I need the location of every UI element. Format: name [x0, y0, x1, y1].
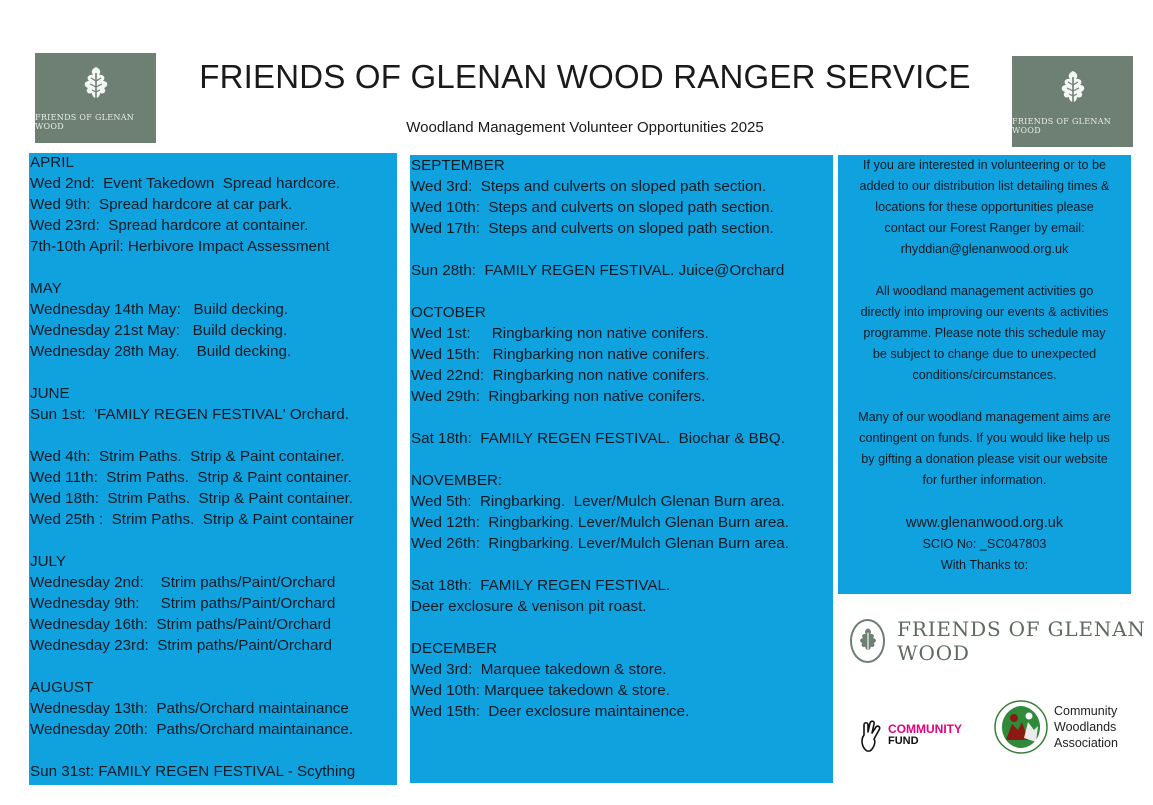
text-line: Wednesday 20th: Paths/Orchard maintainance. [30, 721, 354, 738]
text-line: Wed 10th: Steps and culverts on sloped path section. [411, 199, 774, 216]
text-line: Wednesday 28th May. Build decking. [30, 343, 292, 360]
schedule-list [410, 155, 833, 722]
text-line: Wed 11th: Strim Paths. Strip & Paint container. [30, 469, 352, 486]
text-line: Wed 15th: Deer exclosure maintainence. [411, 703, 690, 720]
cwa-text [1054, 703, 1118, 751]
text-line: Wednesday 13th: Paths/Orchard maintainance [30, 700, 349, 717]
text-line: Wed 5th: Ringbarking. Lever/Mulch Glenan Burn area. [411, 493, 785, 510]
text-line: JULY [30, 553, 67, 570]
text-line: locations for these opportunities please [875, 200, 1094, 214]
thanks-text: With Thanks to: [940, 558, 1029, 572]
text-line: be subject to change due to unexpected [872, 347, 1097, 361]
text-line: Sun 28th: FAMILY REGEN FESTIVAL. Juice@Orchard [411, 262, 785, 279]
crossed-fingers-icon [858, 717, 886, 753]
text-line [30, 425, 397, 446]
text-line: Wednesday 14th May: Build decking. [30, 301, 289, 318]
text-line: Wednesday 9th: Strim paths/Paint/Orchard [30, 595, 336, 612]
oak-leaf-icon [1056, 69, 1090, 109]
text-line: programme. Please note this schedule may [863, 326, 1106, 340]
community-fund-line2: FUND [888, 735, 919, 747]
text-line: Wed 22nd: Ringbarking non native conifers. [411, 367, 710, 384]
website-link[interactable]: www.glenanwood.org.uk [905, 515, 1064, 531]
text-line [411, 239, 833, 260]
woodland-figures-icon [994, 700, 1048, 754]
oak-leaf-icon [856, 627, 880, 655]
text-line: contact our Forest Ranger by email: [884, 221, 1085, 235]
text-line: JUNE [30, 385, 70, 402]
community-woodlands-association-logo [994, 700, 1118, 754]
oak-leaf-circle-icon [850, 619, 885, 663]
text-line: Wed 4th: Strim Paths. Strip & Paint container. [30, 448, 345, 465]
text-line [30, 656, 397, 677]
text-line [30, 362, 397, 383]
text-line: contingent on funds. If you would like help us [859, 431, 1110, 445]
header-logo-right [1012, 56, 1133, 147]
schedule-list [29, 152, 397, 782]
info-text [838, 155, 1131, 576]
text-line: NOVEMBER: [411, 472, 503, 489]
header-logo-left [35, 53, 156, 143]
text-line: Wed 15th: Ringbarking non native conifers. [411, 346, 710, 363]
text-line: Wed 10th: Marquee takedown & store. [411, 682, 670, 699]
text-line [411, 407, 833, 428]
schedule-panel-september-december [410, 155, 833, 783]
community-fund-line1: COMMUNITY [888, 722, 962, 736]
text-line: Wednesday 2nd: Strim paths/Paint/Orchard [30, 574, 336, 591]
text-line: Many of our woodland management aims are [858, 410, 1111, 424]
page-subtitle: Woodland Management Volunteer Opportunities 2025 [406, 119, 764, 136]
text-line: Wed 3rd: Steps and culverts on sloped path section. [411, 178, 767, 195]
friends-logo-text: FRIENDS OF GLENAN WOOD [897, 617, 1146, 665]
info-panel [838, 155, 1131, 594]
cwa-line2: Woodlands [1054, 720, 1117, 734]
text-line: conditions/circumstances. [912, 368, 1057, 382]
cwa-line1: Community [1054, 704, 1118, 718]
text-line: Wed 2nd: Event Takedown Spread hardcore. [30, 175, 341, 192]
text-line: Wed 18th: Strim Paths. Strip & Paint container. [30, 490, 354, 507]
text-line: Wed 26th: Ringbarking. Lever/Mulch Glenan Burn area. [411, 535, 789, 552]
text-line: Sun 1st: 'FAMILY REGEN FESTIVAL' Orchard. [30, 406, 349, 423]
cwa-line3: Association [1054, 736, 1118, 750]
text-line: Wednesday 23rd: Strim paths/Paint/Orchard [30, 637, 332, 654]
page-title: FRIENDS OF GLENAN WOOD RANGER SERVICE [199, 58, 971, 95]
text-line: Wednesday 16th: Strim paths/Paint/Orchard [30, 616, 332, 633]
text-line: Wed 23rd: Spread hardcore at container. [30, 217, 309, 234]
info-paragraph-funding [838, 407, 1131, 491]
text-line: Wed 25th : Strim Paths. Strip & Paint container [30, 511, 354, 528]
text-line: Wednesday 21st May: Build decking. [30, 322, 288, 339]
text-line: DECEMBER [411, 640, 498, 657]
text-line: Sat 18th: FAMILY REGEN FESTIVAL. Biochar & BBQ. [411, 430, 785, 447]
text-line: SEPTEMBER [411, 157, 505, 174]
scio-number: SCIO No: _SC047803 [922, 537, 1047, 551]
community-fund-logo [858, 717, 962, 753]
text-line: Wed 3rd: Marquee takedown & store. [411, 661, 667, 678]
text-line: rhyddian@glenanwood.org.uk [900, 242, 1069, 256]
oak-leaf-icon [79, 65, 113, 105]
text-line [411, 617, 833, 638]
text-line [30, 740, 397, 761]
info-paragraph-volunteering [838, 155, 1131, 260]
friends-of-glenan-wood-logo [850, 617, 1153, 665]
text-line: Deer exclosure & venison pit roast. [411, 598, 647, 615]
text-line: Sat 18th: FAMILY REGEN FESTIVAL. [411, 577, 671, 594]
text-line: Sun 31st: FAMILY REGEN FESTIVAL - Scything [30, 763, 356, 780]
text-line: Wed 29th: Ringbarking non native conifers. [411, 388, 706, 405]
text-line: directly into improving our events & activities [860, 305, 1109, 319]
header-logo-text: FRIENDS OF GLENAN WOOD [35, 113, 135, 131]
community-fund-text [888, 723, 962, 747]
text-line [30, 257, 397, 278]
text-line: APRIL [30, 154, 74, 171]
text-line: 7th-10th April: Herbivore Impact Assessment [30, 238, 330, 255]
text-line: Wed 9th: Spread hardcore at car park. [30, 196, 293, 213]
text-line [30, 530, 397, 551]
text-line: If you are interested in volunteering or to be [863, 158, 1106, 172]
text-line: for further information. [922, 473, 1047, 487]
text-line: AUGUST [30, 679, 94, 696]
text-line: MAY [30, 280, 62, 297]
schedule-panel-april-august [29, 153, 397, 785]
text-line: Wed 17th: Steps and culverts on sloped path section. [411, 220, 774, 237]
text-line: added to our distribution list detailing times & [859, 179, 1110, 193]
text-line: OCTOBER [411, 304, 486, 321]
text-line: All woodland management activities go [875, 284, 1094, 298]
text-line [411, 554, 833, 575]
info-paragraph-activities [838, 281, 1131, 386]
text-line [411, 449, 833, 470]
text-line: Wed 1st: Ringbarking non native conifers. [411, 325, 709, 342]
text-line: by gifting a donation please visit our website [861, 452, 1108, 466]
text-line [411, 281, 833, 302]
header-logo-text: FRIENDS OF GLENAN WOOD [1012, 116, 1112, 135]
text-line: Wed 12th: Ringbarking. Lever/Mulch Glenan Burn area. [411, 514, 789, 531]
